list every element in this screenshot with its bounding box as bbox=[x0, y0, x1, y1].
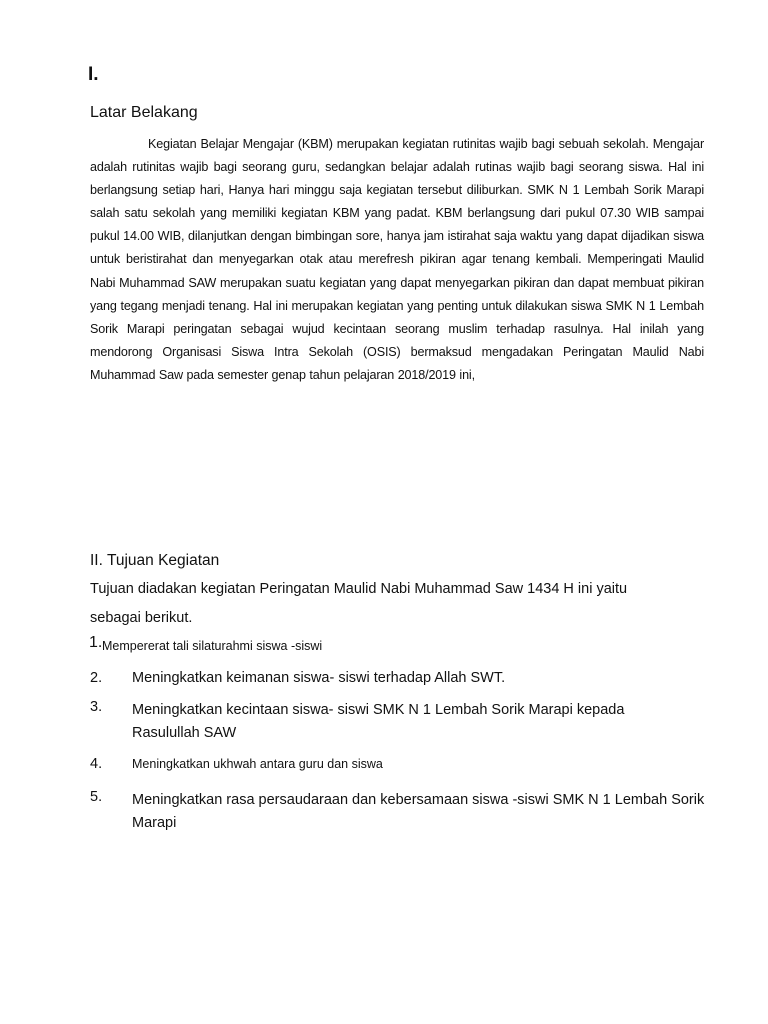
list-item-number: 3. bbox=[90, 699, 103, 715]
section-heading-tujuan-kegiatan: II. Tujuan Kegiatan bbox=[90, 552, 220, 569]
list-item-text: Meningkatkan rasa persaudaraan dan kebersamaan siswa -siswi SMK N 1 Lembah Sorik Marapi bbox=[132, 792, 705, 831]
objectives-intro bbox=[90, 575, 710, 633]
list-item-text: Meningkatkan ukhwah antara guru dan siswa bbox=[132, 757, 383, 771]
background-paragraph: Kegiatan Belajar Mengajar (KBM) merupakan kegiatan rutinitas wajib bagi sebuah sekolah. Mengajar adalah rutinitas wajib bagi seorang guru, sedangkan belajar adalah rutinas wajib bagi seorang siswa. Hal ini berlangsung setiap hari, Hanya hari minggu saja kegiatan tersebut diliburkan. SMK N 1 Lembah Sorik Marapi salah satu sekolah yang memiliki kegiatan KBM yang padat. KBM berlangsung dari pukul 07.30 WIB sampai pukul 14.00 WIB, dilanjutkan dengan bimbingan sore, hanya jam istirahat saja waktu yang dapat dijadikan siswa untuk beristirahat dan menyegarkan otak atau merefresh pikiran agar tenang kembali. Memperingati Maulid Nabi Muhammad SAW merupakan suatu kegiatan yang dapat menyegarkan pikiran dan dapat membuat pikiran yang tegang menjadi tenang. Hal ini merupakan kegiatan yang penting untuk dilakukan siswa SMK N 1 Lembah Sorik Marapi peringatan sebagai wujud kecintaan seorang muslim terhadap rasulnya. Hal inilah yang mendorong Organisasi Siswa Intra Sekolah (OSIS) bermaksud mengadakan Peringatan Maulid Nabi Muhammad Saw pada semester genap tahun pelajaran 2018/2019 ini, bbox=[90, 137, 704, 382]
objectives-intro-line-1: Tujuan diadakan kegiatan Peringatan Maulid Nabi Muhammad Saw 1434 H ini yaitu bbox=[90, 581, 628, 597]
list-item-number: 5. bbox=[90, 789, 103, 805]
list-item-text: Mempererat tali silaturahmi siswa -siswi bbox=[102, 639, 323, 653]
list-item-number: 2. bbox=[90, 670, 103, 686]
section-heading-latar-belakang: Latar Belakang bbox=[90, 104, 198, 121]
list-item-text: Meningkatkan keimanan siswa- siswi terhadap Allah SWT. bbox=[132, 670, 506, 686]
objectives-intro-line-2: sebagai berikut. bbox=[90, 610, 193, 626]
list-item-text: Meningkatkan kecintaan siswa- siswi SMK N 1 Lembah Sorik Marapi kepada Rasulullah SAW bbox=[132, 702, 625, 741]
list-item-number: 1. bbox=[89, 634, 103, 651]
section-numeral: I. bbox=[88, 64, 99, 85]
list-item-number: 4. bbox=[90, 756, 103, 772]
